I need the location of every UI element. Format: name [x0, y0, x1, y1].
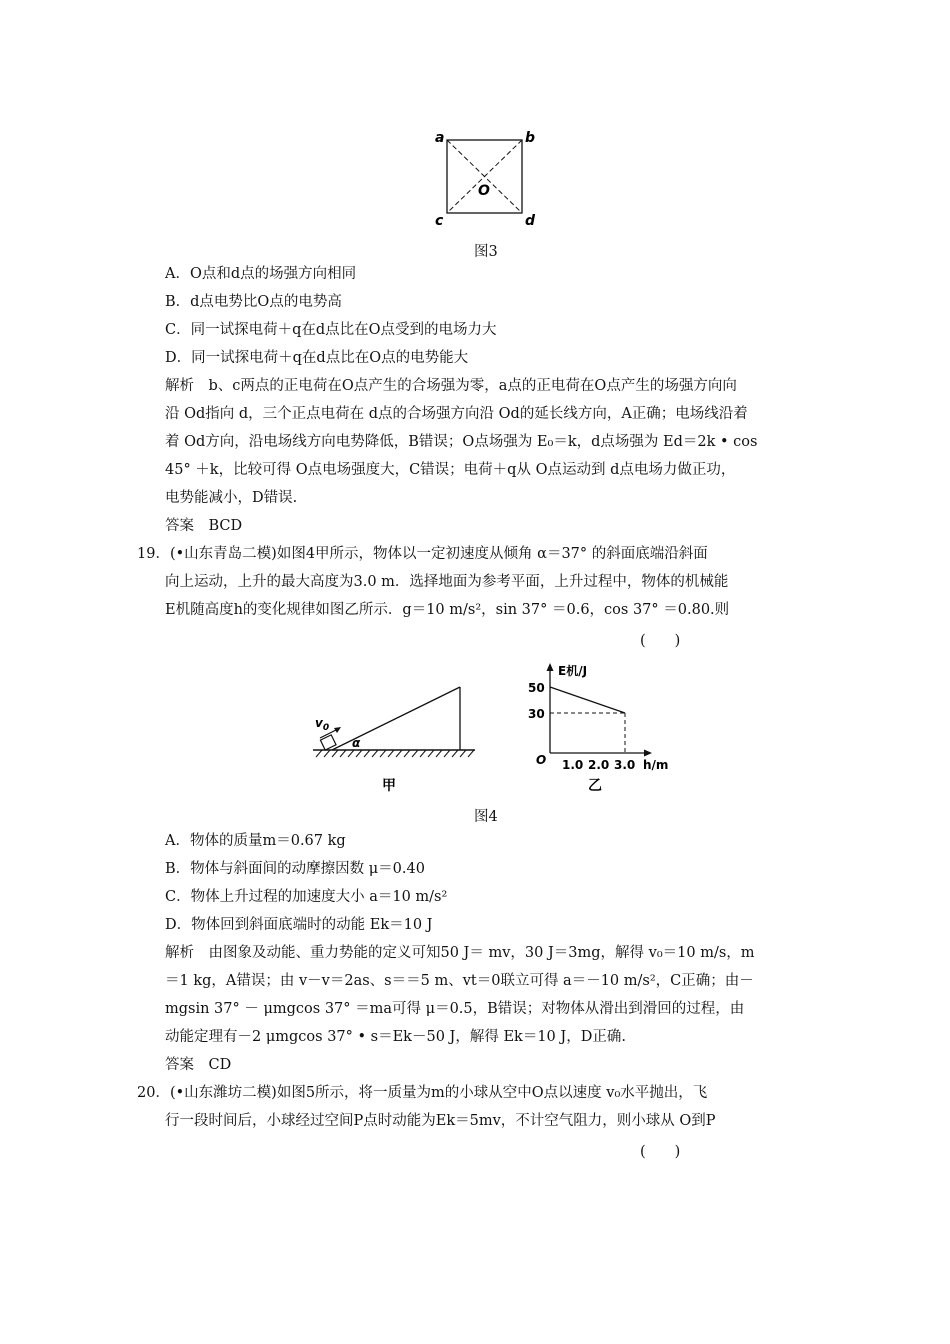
- v0-label: $v_0$: [315, 716, 330, 733]
- figure-3-diagram: [425, 125, 545, 230]
- y-tick-30: 30: [528, 707, 545, 721]
- x-axis-arrow: [644, 750, 652, 757]
- q18-analysis-line-1: 解析 b、c两点的正电荷在O点产生的合场强为零，a点的正电荷在O点产生的场强方向向: [165, 378, 737, 394]
- figure-4-caption: 图4: [474, 809, 498, 825]
- q18-option-a: A．O点和d点的场强方向相同: [165, 266, 357, 282]
- figure-4-graph: [528, 660, 678, 795]
- label-d: d: [525, 213, 536, 229]
- q18-analysis-line-5: 电势能减小，D错误.: [165, 490, 298, 506]
- energy-line: [550, 687, 625, 713]
- label-c: c: [435, 213, 444, 229]
- q18-analysis-line-3: 着 Od方向，沿电场线方向电势降低，B错误；O点场强为 E₀＝k，d点场强为 Ed＝2k • cos: [165, 434, 758, 450]
- x-tick-2: 2.0: [588, 758, 610, 772]
- q18-option-d: D．同一试探电荷＋q在d点比在O点的电势能大: [165, 350, 469, 366]
- q19-stem-line-2: 向上运动，上升的最大高度为3.0 m．选择地面为参考平面，上升过程中，物体的机械能: [165, 574, 729, 590]
- q19-analysis-line-2: ＝1 kg，A错误；由 v－v＝2as、s＝＝5 m、vt＝0联立可得 a＝－10 m/s²，C正确；由－: [165, 973, 754, 989]
- q19-option-b: B．物体与斜面间的动摩擦因数 μ＝0.40: [165, 861, 425, 877]
- figure-3-caption: 图3: [474, 244, 498, 260]
- x-tick-3: 3.0: [614, 758, 636, 772]
- q19-answer: 答案 CD: [165, 1057, 232, 1073]
- q18-answer: 答案 BCD: [165, 518, 243, 534]
- x-tick-1: 1.0: [562, 758, 584, 772]
- figure-4-left-caption: 甲: [382, 778, 396, 794]
- q18-option-b: B．d点电势比O点的电势高: [165, 294, 342, 310]
- origin-label: O: [536, 753, 547, 767]
- label-o: O: [478, 183, 490, 199]
- y-axis-arrow: [547, 663, 554, 671]
- q18-option-c: C．同一试探电荷＋q在d点比在O点受到的电场力大: [165, 322, 497, 338]
- q20-stem-line-1: 20．(•山东潍坊二模)如图5所示，将一质量为m的小球从空中O点以速度 v₀水平抛出，飞: [137, 1085, 708, 1101]
- label-a: a: [435, 130, 445, 146]
- q19-answer-paren: ( ): [640, 633, 681, 649]
- y-tick-50: 50: [528, 681, 545, 695]
- q19-analysis-line-4: 动能定理有－2 μmgcos 37° • s＝Ek－50 J，解得 Ek＝10 J，D正确.: [165, 1029, 626, 1045]
- label-b: b: [525, 130, 536, 146]
- q18-analysis-line-4: 45° ＋k，比较可得 O点电场强度大，C错误；电荷＋q从 O点运动到 d点电场力做正功，: [165, 462, 736, 478]
- q19-analysis-line-1: 解析 由图象及动能、重力势能的定义可知50 J＝ mv，30 J＝3mg，解得 v₀＝10 m/s，m: [165, 945, 755, 961]
- q19-option-c: C．物体上升过程的加速度大小 a＝10 m/s²: [165, 889, 448, 905]
- q19-analysis-line-3: mgsin 37° － μmgcos 37° ＝ma可得 μ＝0.5，B错误；对物体从滑出到滑回的过程，由: [165, 1001, 745, 1017]
- alpha-label: α: [352, 736, 361, 750]
- q18-analysis-line-2: 沿 Od指向 d，三个正点电荷在 d点的合场强方向沿 Od的延长线方向，A正确；电场线沿着: [165, 406, 748, 422]
- q20-stem-line-2: 行一段时间后，小球经过空间P点时动能为Ek＝5mv，不计空气阻力，则小球从 O到P: [165, 1113, 716, 1129]
- q19-option-a: A．物体的质量m＝0.67 kg: [165, 833, 346, 849]
- q19-option-d: D．物体回到斜面底端时的动能 Ek＝10 J: [165, 917, 433, 933]
- figure-4-right-caption: 乙: [588, 778, 602, 794]
- q19-stem-line-1: 19．(•山东青岛二模)如图4甲所示，物体以一定初速度从倾角 α＝37° 的斜面底端沿斜面: [137, 546, 708, 562]
- q19-stem-line-3: E机随高度h的变化规律如图乙所示．g＝10 m/s²，sin 37° ＝0.6，cos 37° ＝0.80.则: [165, 602, 730, 618]
- ground-hatch: [316, 750, 474, 757]
- x-axis-label: h/m: [643, 758, 669, 772]
- y-axis-label: E机/J: [558, 664, 588, 678]
- figure-4-incline: [310, 680, 480, 795]
- q20-answer-paren: ( ): [640, 1144, 681, 1160]
